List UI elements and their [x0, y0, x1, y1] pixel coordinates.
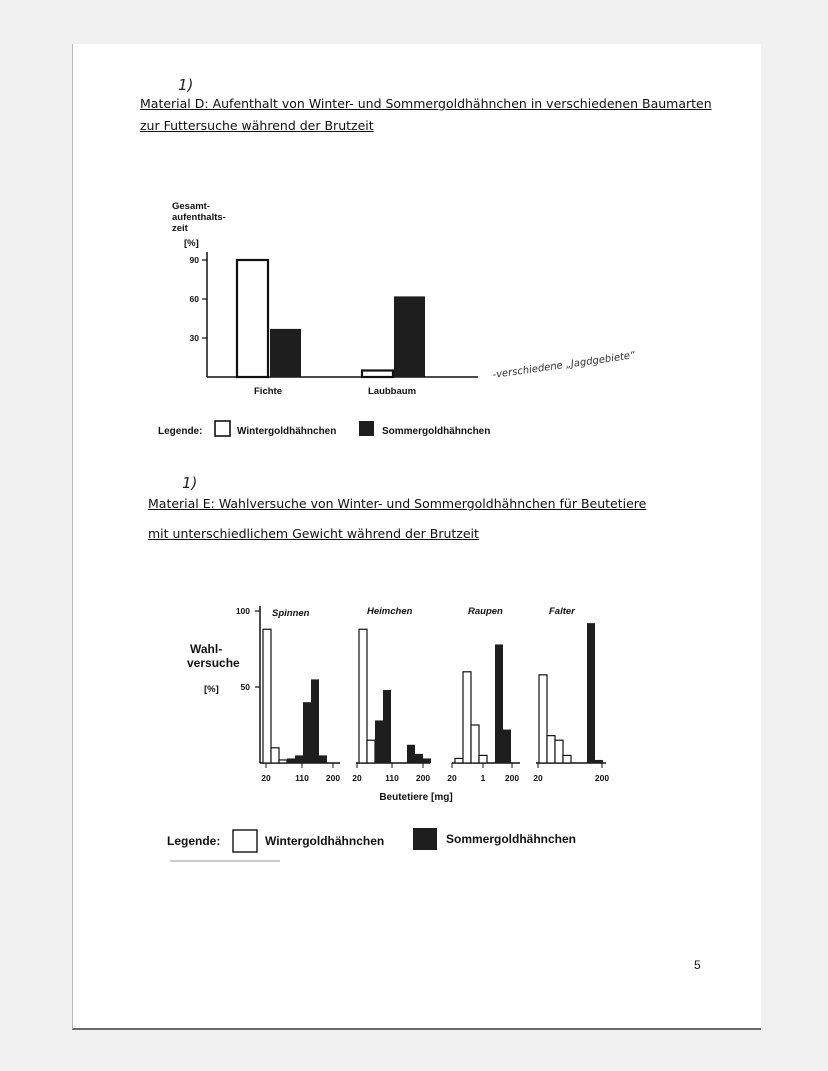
chart-e-bar-summer [503, 730, 511, 763]
chart-e-bar-summer [415, 754, 423, 763]
chart-e-bar-summer [319, 755, 327, 763]
legend-d-winter-swatch [215, 421, 230, 436]
chart-e-bar-summer [311, 679, 319, 763]
chart-e-bars [263, 623, 603, 763]
chart-d-bar-winter [237, 260, 268, 377]
chart-d-axes [190, 252, 478, 377]
chart-d-ytick-label: 60 [189, 294, 199, 304]
chart-e-panel-title-falter: Falter [549, 606, 575, 617]
material-d-heading-line2: zur Futtersuche während der Brutzeit [140, 118, 374, 133]
legend-e-title: Legende: [167, 834, 221, 848]
chart-e-xtick-label: 20 [447, 773, 457, 783]
chart-e-bar-winter [471, 725, 479, 763]
chart-e-bar-summer [287, 758, 295, 763]
chart-d-ytick-label: 30 [189, 333, 199, 343]
chart-e-ytick-label: 50 [240, 682, 250, 692]
chart-d-yunit: [%] [184, 238, 199, 249]
chart-e-xtick-label: 1 [480, 773, 486, 783]
chart-d-bar-summer [394, 296, 425, 377]
chart-d-ylabel-2: aufenthalts- [172, 212, 226, 223]
chart-e-bar-summer [383, 690, 391, 763]
legend-e-summer-swatch [413, 828, 437, 850]
legend-e-summer-label: Sommergoldhähnchen [446, 832, 577, 846]
legend-d-summer-label: Sommergoldhähnchen [382, 426, 491, 437]
chart-e [187, 606, 609, 803]
chart-e-xtick-label: 20 [533, 773, 543, 783]
chart-e-bar-winter [479, 755, 487, 763]
chart-e-bar-summer [423, 758, 431, 763]
chart-e-bar-summer [587, 623, 595, 763]
chart-e-panel-title-heimchen: Heimchen [367, 606, 413, 617]
chart-e-xtick-label: 200 [415, 773, 431, 783]
chart-e-xtick-label: 200 [594, 773, 610, 783]
chart-d-category-fichte: Fichte [254, 386, 282, 397]
chart-e-bar-winter [463, 672, 471, 763]
material-d-heading-line1: Material D: Aufenthalt von Winter- und Sommergoldhähnchen in verschiedenen Baumarten [140, 96, 712, 111]
chart-e-bar-winter [263, 629, 271, 763]
chart-d-bars [237, 260, 425, 377]
chart-e-xtick-label: 200 [325, 773, 341, 783]
chart-e-bar-winter [539, 675, 547, 763]
chart-e-ytick-label: 100 [235, 606, 250, 616]
number-mark-e: 1) [182, 474, 198, 492]
chart-e-panel-title-raupen: Raupen [468, 606, 503, 617]
chart-e-bar-winter [563, 755, 571, 763]
legend-d-winter-label: Wintergoldhähnchen [237, 426, 337, 437]
chart-e-xtick-label: 110 [295, 773, 309, 783]
chart-e-bar-winter [279, 760, 287, 763]
chart-d-category-laubbaum: Laubbaum [367, 386, 417, 397]
chart-e-xlabel: Beutetiere [mg] [379, 792, 453, 803]
legend-d-summer-swatch [359, 421, 374, 436]
chart-e-bar-winter [455, 758, 463, 763]
chart-e-ylabel-2: versuche [187, 656, 240, 670]
chart-e-bar-summer [495, 644, 503, 763]
page-number: 5 [694, 958, 701, 972]
chart-e-bar-summer [407, 745, 415, 763]
legend-e-winter-label: Wintergoldhähnchen [265, 834, 385, 848]
chart-e-xtick-label: 20 [261, 773, 271, 783]
chart-e-bar-summer [303, 702, 311, 763]
chart-e-panel-title-spinnen: Spinnen [272, 608, 310, 619]
chart-e-bar-summer [595, 760, 603, 763]
legend-d-title: Legende: [158, 426, 203, 437]
material-e-heading-line1: Material E: Wahlversuche von Winter- und Sommergoldhähnchen für Beutetiere [148, 496, 647, 511]
chart-d-ylabel-3: zeit [172, 223, 188, 234]
chart-d-handwritten-annotation: -verschiedene „Jagdgebiete“ [491, 350, 636, 381]
chart-d-bar-summer [270, 329, 301, 377]
chart-e-xtick-label: 110 [385, 773, 399, 783]
chart-d [172, 201, 637, 397]
legend-e-winter-swatch [233, 830, 257, 852]
chart-e-xtick-label: 20 [352, 773, 362, 783]
chart-e-bar-winter [555, 740, 563, 763]
chart-e-bar-winter [547, 736, 555, 763]
chart-e-bar-summer [295, 755, 303, 763]
number-mark-d: 1) [178, 76, 194, 94]
chart-e-bar-winter [367, 740, 375, 763]
chart-d-bar-winter [362, 371, 393, 378]
chart-e-yunit: [%] [204, 684, 219, 695]
chart-d-ytick-label: 90 [189, 255, 199, 265]
chart-e-bar-summer [375, 720, 383, 763]
chart-e-bar-winter [359, 629, 367, 763]
chart-e-bar-winter [271, 748, 279, 763]
chart-e-ylabel-1: Wahl- [190, 642, 223, 656]
material-e-heading-line2: mit unterschiedlichem Gewicht während der Brutzeit [148, 526, 479, 541]
chart-e-xtick-label: 200 [504, 773, 520, 783]
legend-d [158, 421, 490, 437]
chart-d-ylabel-1: Gesamt- [172, 201, 211, 212]
legend-e [167, 828, 576, 861]
